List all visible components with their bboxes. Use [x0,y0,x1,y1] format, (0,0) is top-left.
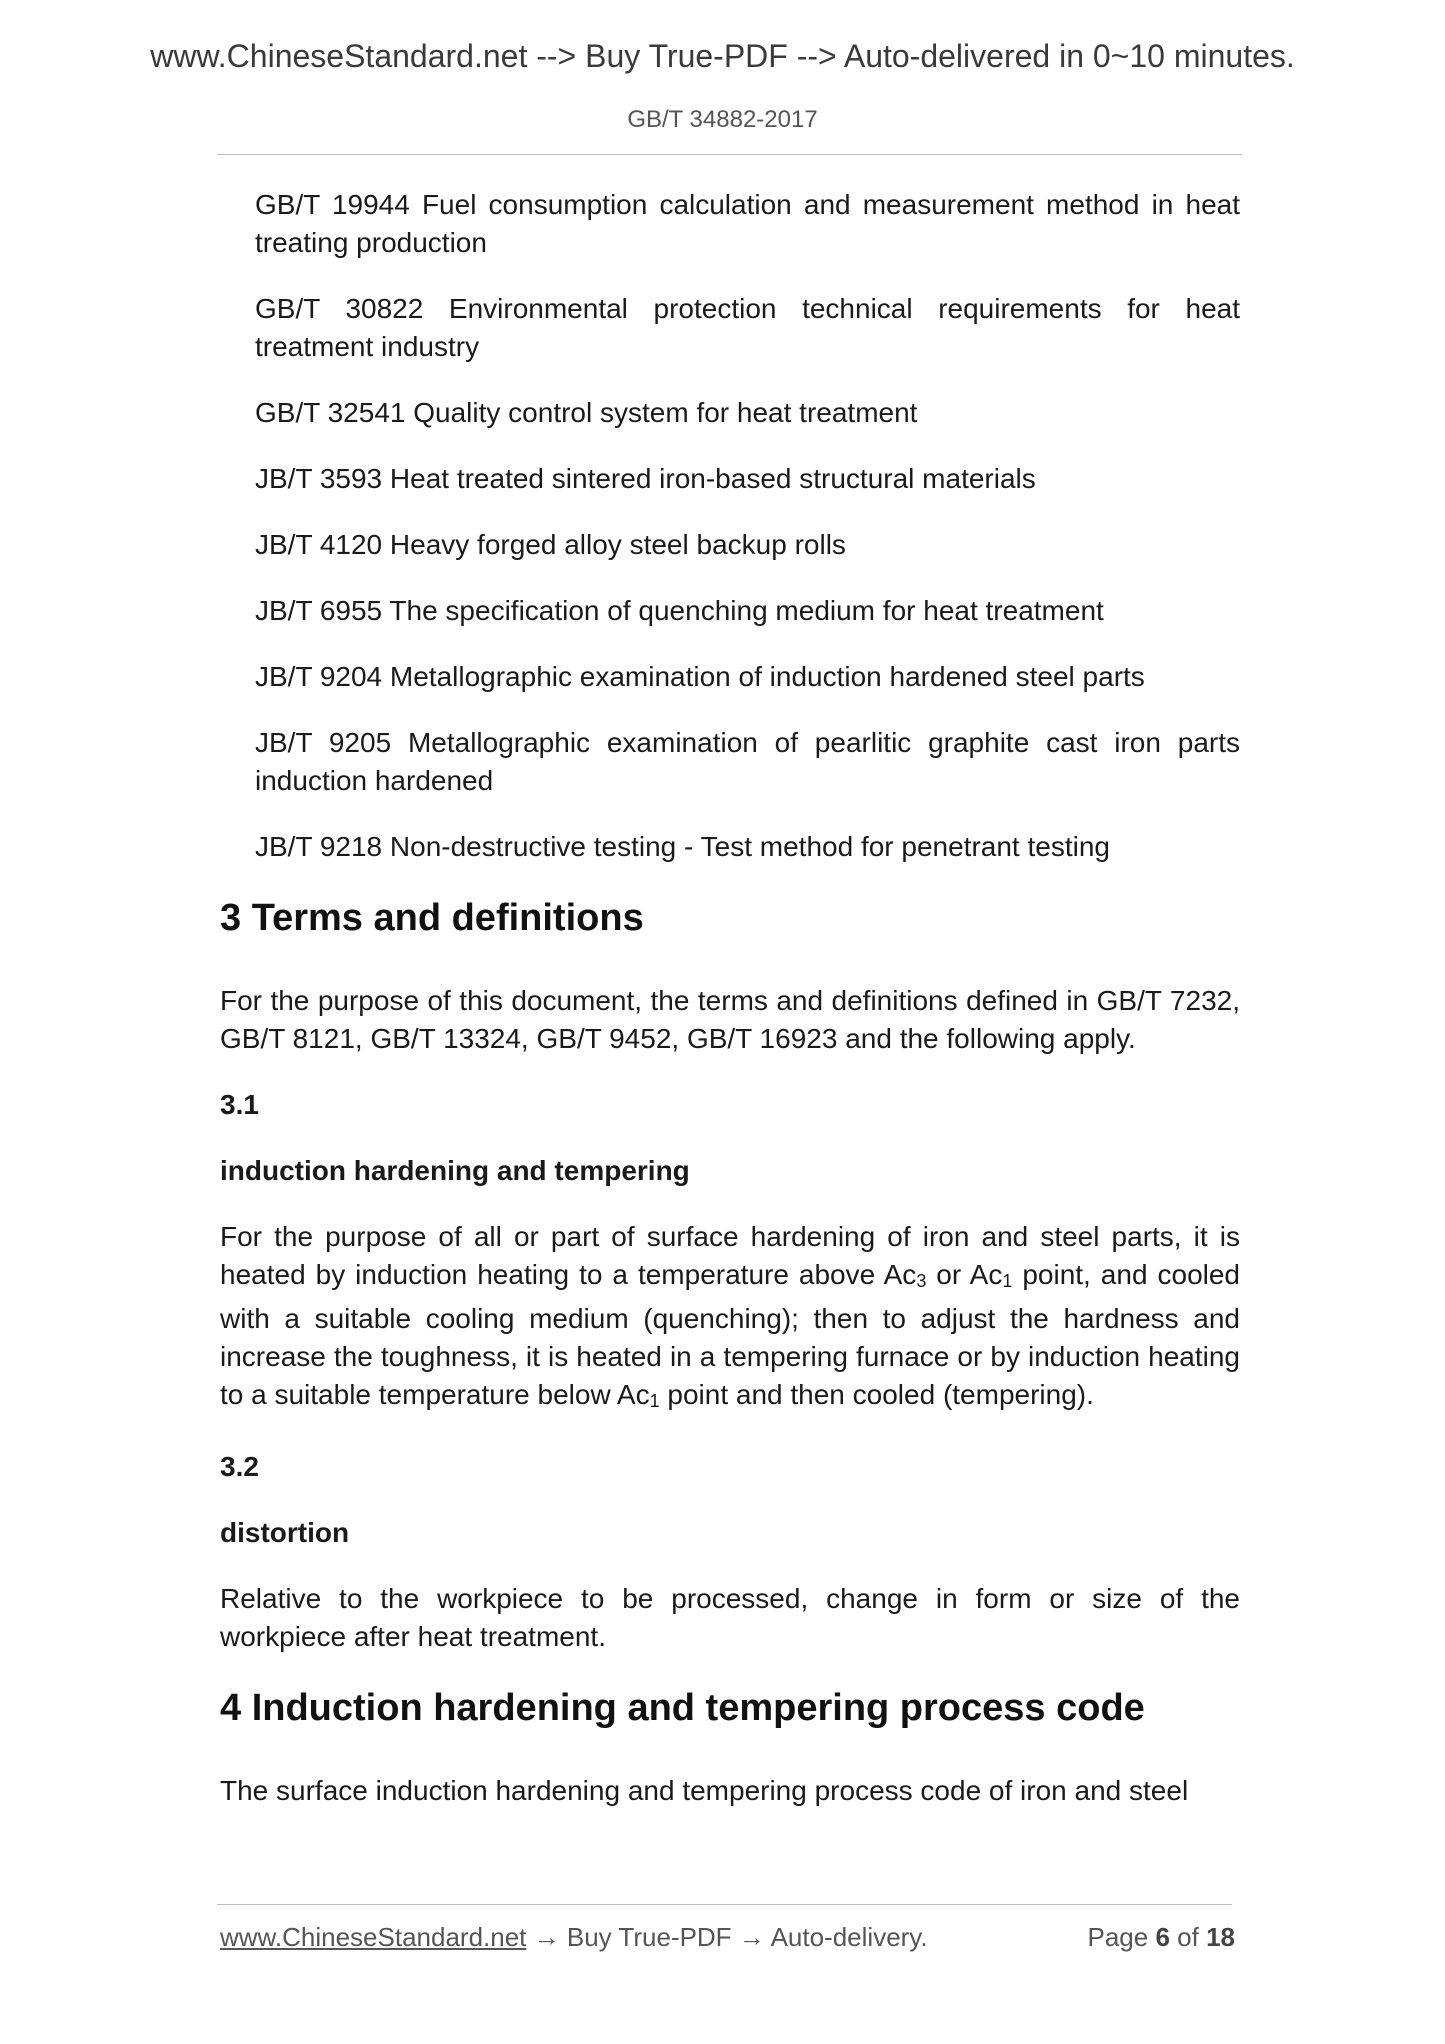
page-content [220,186,1240,1838]
section-4-heading: 4 Induction hardening and tempering process code [220,1687,1145,1729]
reference-item: JB/T 3593 Heat treated sintered iron-based structural materials [255,463,1036,494]
term-heading: distortion [220,1517,350,1548]
reference-item: GB/T 30822 Environmental protection technical requirements for heat treatment industry [255,293,1240,362]
document-code: GB/T 34882-2017 [627,106,818,133]
reference-item: GB/T 32541 Quality control system for heat treatment [255,397,918,428]
reference-item: JB/T 9204 Metallographic examination of induction hardened steel parts [255,661,1145,692]
page-indicator: Page 6 of 18 [1087,1922,1235,1952]
top-banner[interactable]: www.ChineseStandard.net --> Buy True-PDF --> Auto-delivered in 0~10 minutes. [150,38,1295,74]
header-divider [217,154,1242,155]
subscript: 1 [649,1391,660,1411]
reference-item: JB/T 9218 Non-destructive testing - Test method for penetrant testing [255,831,1110,862]
footer-promo: www.ChineseStandard.net → Buy True-PDF → Auto-delivery. [220,1922,928,1952]
clause-number: 3.1 [220,1089,259,1120]
subscript: 1 [1002,1271,1013,1291]
section-4-intro: The surface induction hardening and tempering process code of iron and steel [220,1775,1189,1806]
section-3-heading: 3 Terms and definitions [220,897,644,939]
term-definition: For the purpose of all or part of surface hardening of iron and steel parts, it is heated by induction heating to a temperature above $Ac_3$ or $Ac_1$ point, and cooled with a suitable cooling medium (quenching); then to adjust the hardness and increase the toughness, it is heated in a tempering furnace or by induction heating to a suitable temperature below $Ac_1$ point and then cooled (tempering). [220,1221,1241,1411]
page-total: 18 [1206,1922,1235,1952]
page-number: 6 [1155,1922,1170,1952]
reference-item: JB/T 4120 Heavy forged alloy steel backup rolls [255,529,846,560]
reference-item: GB/T 19944 Fuel consumption calculation and measurement method in heat treating production [255,189,1240,258]
footer-link[interactable]: www.ChineseStandard.net [220,1922,527,1952]
footer-divider [217,1904,1232,1905]
section-3-intro: For the purpose of this document, the terms and definitions defined in GB/T 7232, GB/T 8121, GB/T 13324, GB/T 9452, GB/T 16923 and the following apply. [220,985,1240,1054]
term-heading: induction hardening and tempering [220,1155,690,1186]
clause-number: 3.2 [220,1451,259,1482]
term-definition: Relative to the workpiece to be processed, change in form or size of the workpiece after heat treatment. [220,1583,1240,1652]
reference-item: JB/T 6955 The specification of quenching medium for heat treatment [255,595,1104,626]
reference-item: JB/T 9205 Metallographic examination of pearlitic graphite cast iron parts induction hardened [255,727,1240,796]
subscript: 3 [916,1271,927,1291]
